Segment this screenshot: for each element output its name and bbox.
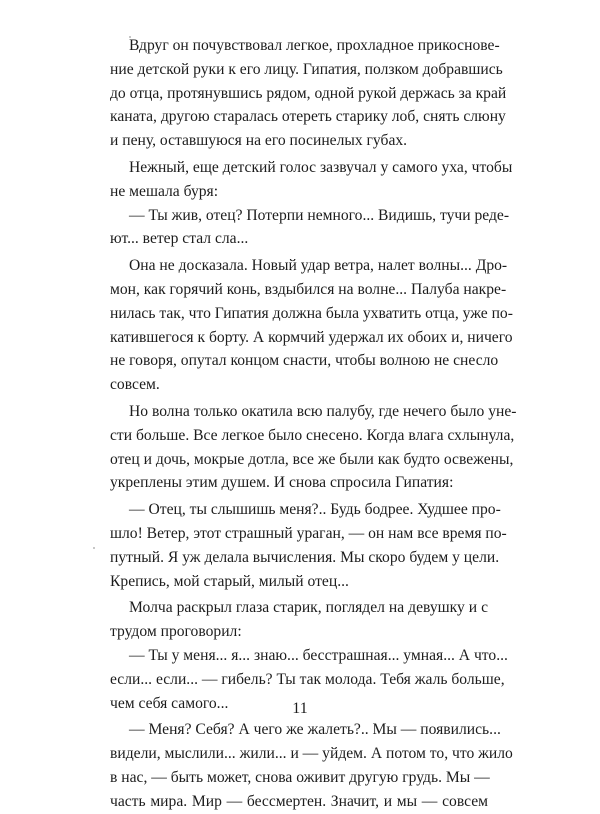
paragraph-3: [110, 204, 510, 252]
text-line: — Ты у меня... я... знаю... бесстрашная... умная... А что...: [129, 646, 508, 664]
text-line: нилась так, что Гипатия должна была ухватить отца, уже по-: [110, 304, 513, 322]
text-line: в нас, — быть может, снова оживит другую грудь. Мы —: [110, 768, 490, 786]
text-line: ют... ветер стал сла...: [110, 230, 249, 248]
text-line: Нежный, еще детский голос зазвучал у самого уха, чтобы: [129, 158, 513, 176]
text-line: путный. Я уж делала вычисления. Мы скоро будем у цели.: [110, 548, 500, 566]
paragraph-2: [110, 156, 513, 204]
text-line: ние детской руки к его лицу. Гипатия, ползком добравшись: [110, 60, 503, 78]
page-text: [110, 34, 517, 814]
text-line: Она не досказала. Новый удар ветра, налет волны... Дро-: [129, 257, 508, 275]
text-line: — Ты жив, отец? Потерпи немного... Видишь, тучи реде-: [129, 206, 510, 224]
text-line: и пену, оставшуюся на его посинелых губах.: [110, 132, 408, 150]
text-line: не говоря, опутал концом снасти, чтобы волною не снесло: [110, 352, 499, 370]
text-line: чем себя самого...: [110, 694, 229, 712]
text-line: укреплены этим душем. И снова спросила Гипатия:: [110, 474, 454, 492]
text-line: до отца, протянувшись рядом, одной рукой держась за край: [110, 84, 507, 102]
text-line: трудом проговорил:: [110, 623, 242, 641]
text-line: — Отец, ты слышишь меня?.. Будь бодрее. Худшее про-: [129, 501, 501, 519]
text-line: — Меня? Себя? А чего же жалеть?.. Мы — появились...: [129, 721, 501, 739]
text-line: каната, другою старалась отереть старику лоб, снять слюну: [110, 108, 506, 126]
text-line: совсем.: [110, 376, 160, 394]
paragraph-7: [110, 596, 488, 644]
text-line: сти больше. Все легкое было снесено. Когда влага схлынула,: [110, 426, 515, 444]
text-line: шло! Ветер, этот страшный ураган, — он нам все время по-: [110, 524, 507, 542]
text-line: Но волна только окатила всю палубу, где нечего было уне-: [129, 402, 517, 420]
text-line: не мешала буря:: [110, 182, 219, 200]
text-line: Молча раскрыл глаза старик, поглядел на девушку и с: [129, 599, 488, 617]
paragraph-6: [110, 498, 507, 593]
text-line: если... если... — гибель? Ты так молода. Тебя жаль больше,: [110, 670, 505, 688]
scan-speck: [93, 547, 95, 549]
text-line: мон, как горячий конь, вздыбился на волне... Палуба накре-: [110, 280, 507, 298]
text-line: катившегося к борту. А кормчий удержал их обоих и, ничего: [110, 328, 513, 346]
paragraph-5: [110, 400, 517, 495]
paragraph-9: [110, 718, 513, 813]
page-number: 11: [292, 700, 308, 717]
paragraph-1: [110, 34, 507, 153]
text-line: Вдруг он почувствовал легкое, прохладное прикоснове-: [129, 37, 500, 54]
text-line: отец и дочь, мокрые дотла, все же были как будто освежены,: [110, 450, 514, 468]
text-line: Крепись, мой старый, милый отец...: [110, 572, 349, 590]
text-line: часть мира. Мир — бессмертен. Значит, и мы — совсем: [110, 792, 488, 810]
text-line: видели, мыслили... жили... и — уйдем. А потом то, что жило: [110, 745, 513, 763]
paragraph-4: [110, 254, 513, 397]
